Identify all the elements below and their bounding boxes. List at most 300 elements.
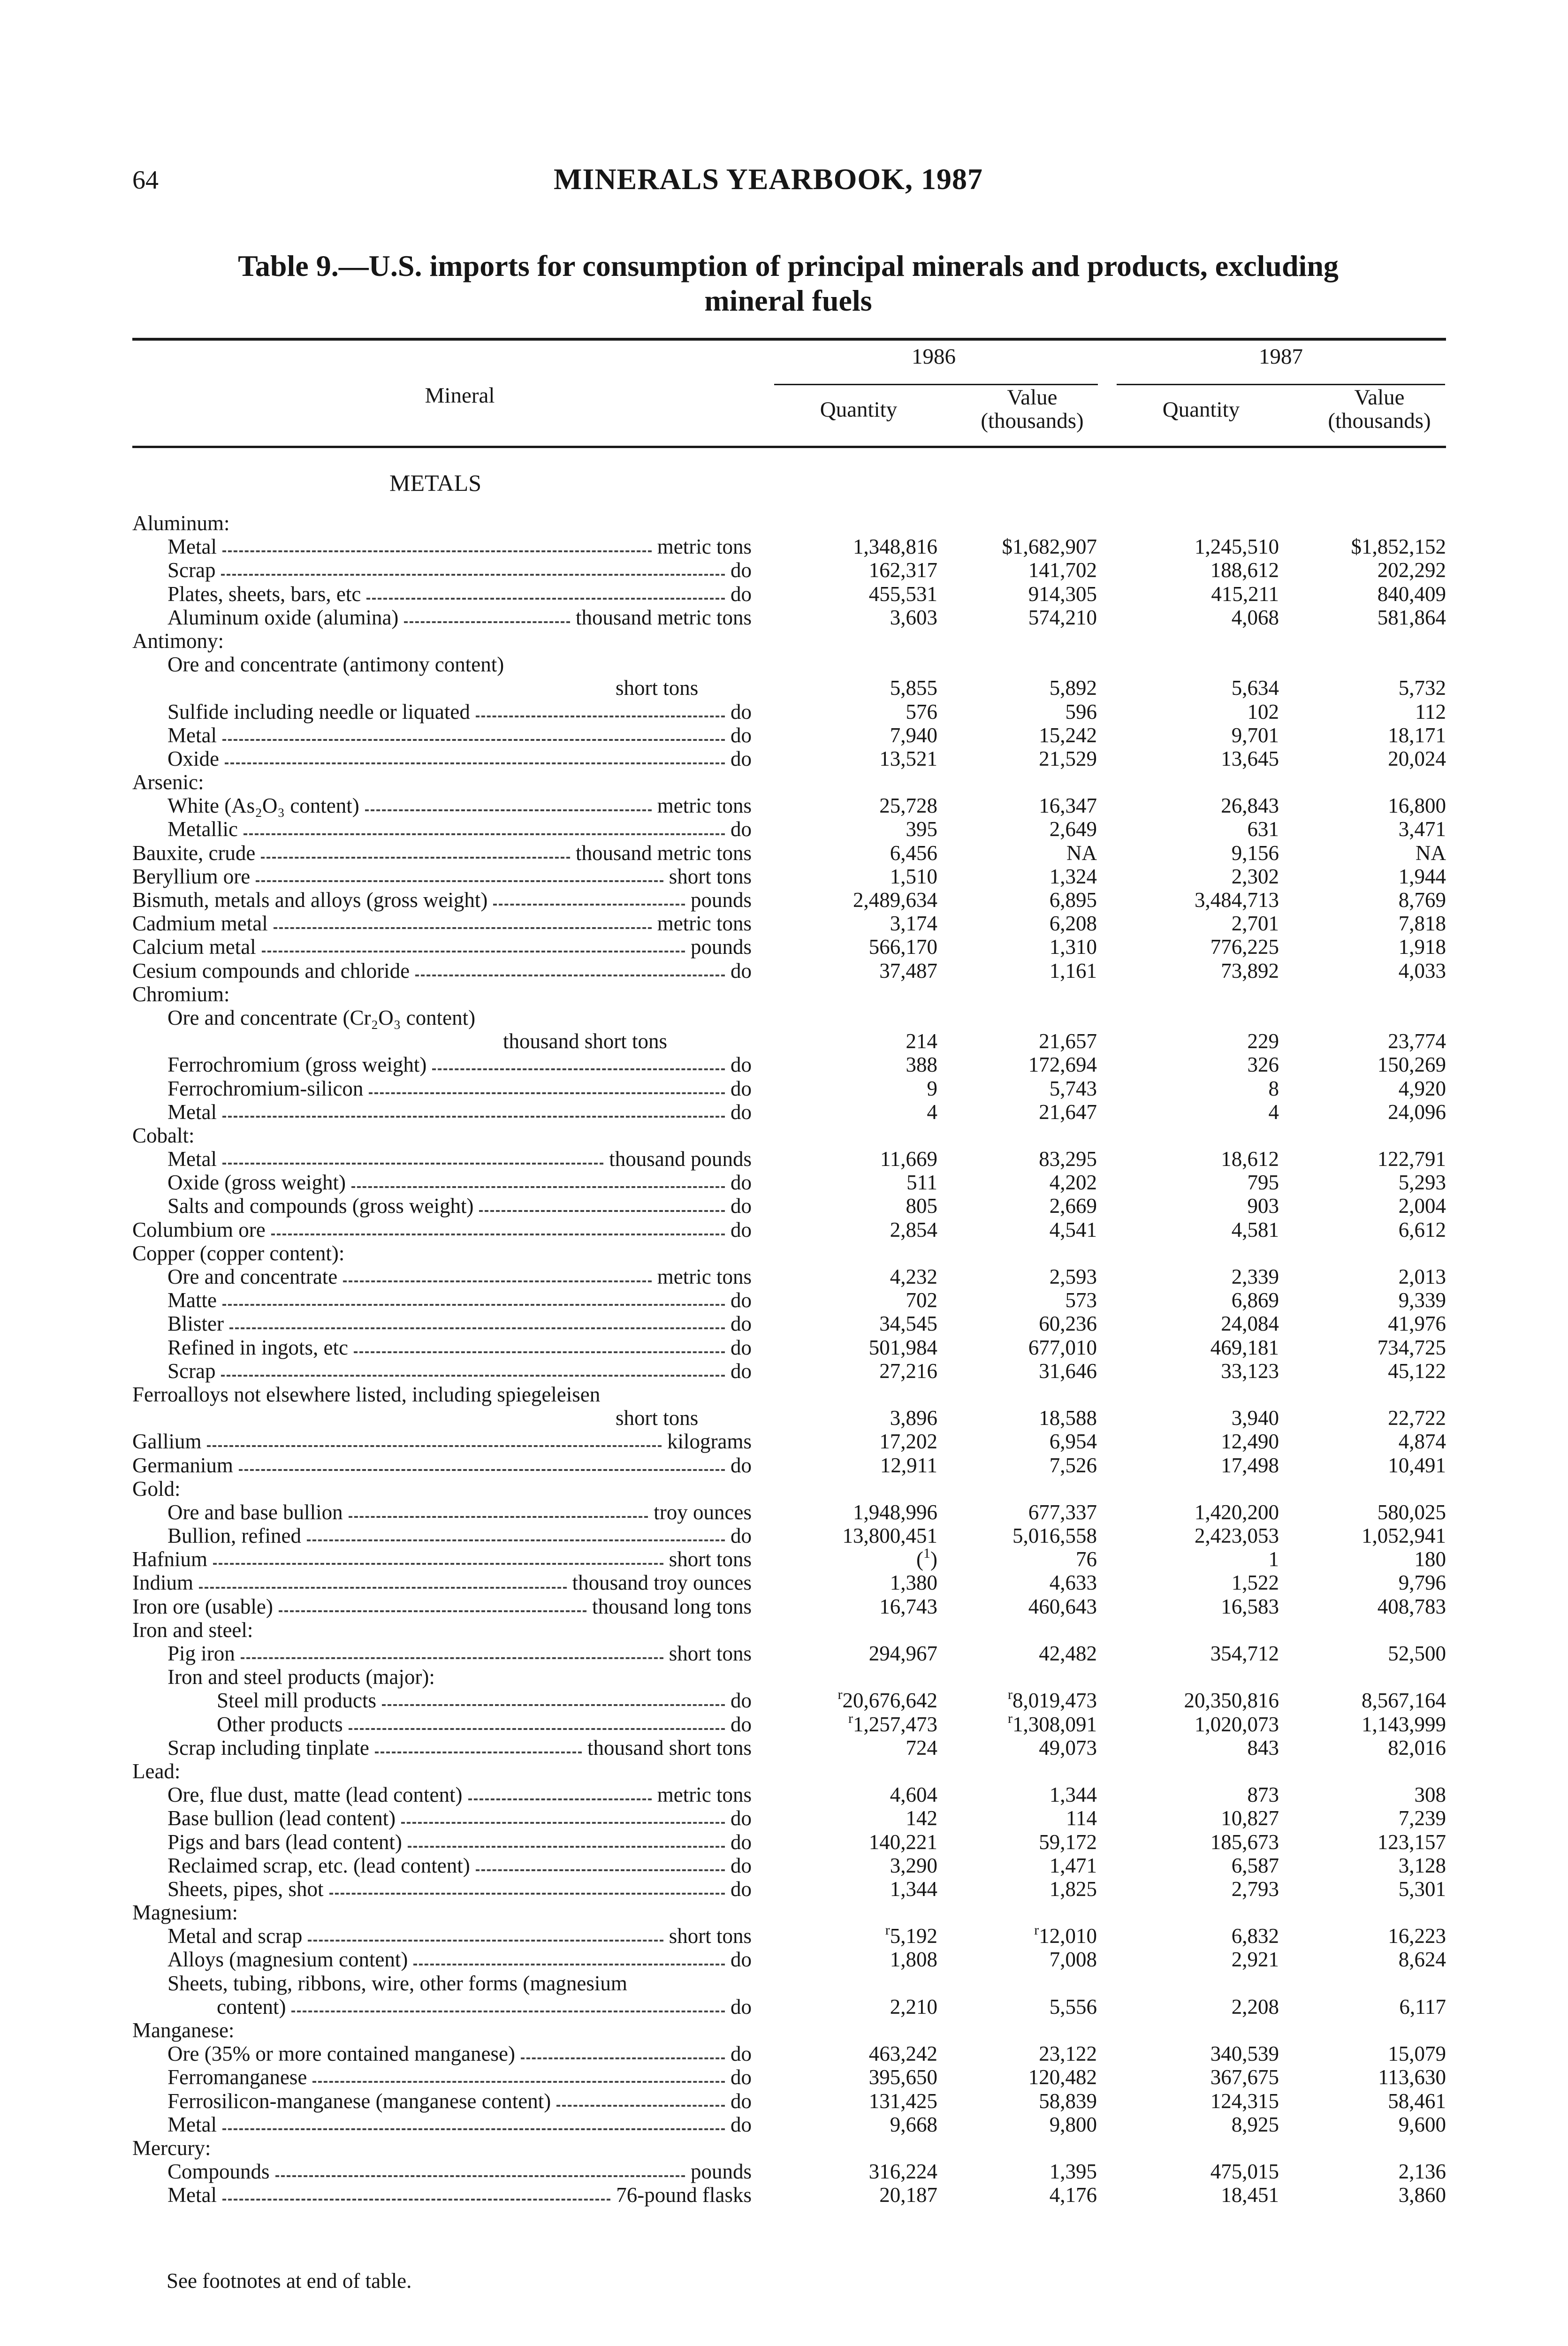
leader-dots [207,1445,662,1447]
row-label [132,2018,237,2042]
table-row [132,959,1446,983]
quantity-1987-cell: 26,843 [1221,794,1279,818]
value-1987-cell: 8,769 [1398,888,1446,912]
quantity-1986-cell: 9,668 [890,2112,937,2136]
quantity-1987-cell: 102 [1247,700,1279,724]
value-1986-cell: 7,008 [1049,1948,1097,1972]
row-label [132,511,233,535]
unit-label: kilograms [667,1430,752,1454]
quantity-1986-cell: 1,510 [890,864,937,888]
quantity-1986-cell: 463,242 [868,2042,937,2066]
table-row [132,1877,1446,1901]
mineral-name: Beryllium ore [132,864,251,888]
row-label [132,983,233,1006]
value-1987-cell: 18,171 [1388,723,1446,747]
quantity-1986-cell: 13,800,451 [842,1524,937,1548]
row-label [167,2042,752,2065]
leader-dots [329,1893,725,1895]
unit-label: pounds [690,888,752,912]
row-label [167,747,752,770]
value-1987-cell: 23,774 [1388,1029,1446,1053]
mineral-name: Gold: [132,1477,181,1501]
mineral-name: Ferrochromium-silicon [167,1076,364,1100]
row-label [132,1595,752,1618]
quantity-1987-cell: 124,315 [1210,2089,1279,2113]
quantity-1987-cell: 73,892 [1221,959,1279,983]
leader-dots [222,550,652,552]
row-label [167,1854,752,1877]
mineral-name: Metal [167,723,217,747]
value-label: Value [1007,385,1058,410]
row-label [132,888,752,912]
mineral-name: Ore and concentrate [167,1265,338,1288]
table-row [132,1242,1446,1265]
quantity-1986-cell: 162,317 [868,558,937,582]
unit-label: thousand short tons [587,1736,752,1760]
leader-dots [382,1704,725,1706]
quantity-1986-cell: 511 [906,1171,937,1195]
mineral-name: Magnesium: [132,1901,238,1925]
table-row [132,2113,1446,2136]
quantity-1987-cell: 795 [1247,1171,1279,1195]
table-row [132,1194,1446,1218]
table-row [132,1760,1446,1783]
table-row [132,1430,1446,1453]
quantity-1986-cell: 20,187 [879,2183,937,2207]
value-1987-cell: 734,725 [1377,1335,1446,1359]
mineral-name: Metallic [167,817,238,841]
value-1987-cell: 20,024 [1388,746,1446,770]
quantity-1986-cell: 455,531 [868,582,937,606]
row-label [167,606,752,629]
unit-label: thousand metric tons [576,605,752,629]
unit-label: thousand metric tons [576,841,752,865]
quantity-1987-cell: 4,581 [1231,1218,1279,1242]
quantity-1987-cell: 4 [1268,1100,1279,1124]
quantity-1987-cell: 2,339 [1231,1265,1279,1288]
table-row [132,1571,1446,1594]
value-1987-cell: 8,624 [1398,1948,1446,1972]
leader-dots [222,2199,610,2201]
value-1987-cell: 58,461 [1388,2089,1446,2113]
quantity-1986-cell: 805 [906,1194,937,1218]
unit-label: short tons [669,1547,752,1571]
mineral-name: Copper (copper content): [132,1241,345,1265]
quantity-1987-cell: 2,208 [1231,1995,1279,2018]
mineral-name: Sheets, pipes, shot [167,1877,324,1901]
table-row [132,1710,1446,1736]
row-label [132,1618,256,1642]
unit-label: do [731,1877,752,1901]
unit-label: do [731,1712,752,1736]
quantity-1987-cell: 873 [1247,1783,1279,1807]
running-head: MINERALS YEARBOOK, 1987 [554,162,983,196]
unit-label: do [731,1218,752,1242]
quantity-1987-cell: 24,084 [1221,1312,1279,1336]
value-1987-cell: 82,016 [1388,1736,1446,1760]
quantity-1987-cell: 20,350,816 [1184,1689,1279,1713]
quantity-1987-cell: 1,020,073 [1195,1712,1279,1736]
quantity-1987-cell: 185,673 [1210,1830,1279,1854]
value-1986-cell: 6,954 [1049,1430,1097,1454]
mineral-name: Ore and base bullion [167,1500,343,1524]
value-1986-cell: 1,324 [1049,864,1097,888]
leader-dots [365,809,652,811]
quantity-1986-cell: 131,425 [868,2089,937,2113]
value-1986-cell: 2,593 [1049,1265,1097,1288]
table-row [132,983,1446,1006]
mineral-name: Hafnium [132,1547,207,1571]
row-label [167,1806,752,1830]
unit-label: do [731,1830,752,1854]
table-row [132,2183,1446,2207]
value-1986-cell: 120,482 [1028,2065,1097,2089]
value-1987-cell: 112 [1415,700,1446,724]
quantity-1986-cell: 1,948,996 [853,1500,937,1524]
mineral-name: Cesium compounds and chloride [132,959,410,983]
value-1987-cell: 16,800 [1388,794,1446,818]
value-1986-cell: 21,657 [1039,1029,1097,1053]
mineral-name: Scrap [167,1359,216,1383]
table-row [132,676,1446,700]
value-1986-cell: 21,647 [1039,1100,1097,1124]
unit-label: short tons [669,1642,752,1665]
value-1987-cell: 5,732 [1398,676,1446,700]
mineral-name: White (As₂O₃ content) [167,794,359,818]
mineral-name: Manganese: [132,2018,235,2042]
table-row [132,1830,1446,1854]
table-row [132,558,1446,582]
table-row [132,2136,1446,2160]
mineral-name: Calcium metal [132,935,256,959]
unit-label: do [731,1288,752,1312]
value-1986-cell: 1,471 [1049,1853,1097,1877]
table-row [132,1547,1446,1571]
mineral-name: Ferromanganese [167,2065,307,2089]
value-1986-cell: 5,892 [1049,676,1097,700]
quantity-1987-cell: 188,612 [1210,558,1279,582]
value-1986-cell: 31,646 [1039,1359,1097,1383]
mineral-name: Compounds [167,2160,270,2184]
table-row [132,1006,1446,1029]
value-1986-cell: 172,694 [1028,1053,1097,1077]
section-heading-metals: METALS [389,470,481,496]
unit-label: do [731,1453,752,1477]
row-label [217,1689,752,1712]
leader-dots [369,1092,725,1094]
leader-dots [476,716,725,717]
unit-label: metric tons [657,535,752,559]
quantity-1986-cell: 566,170 [868,935,937,959]
mineral-name: Mercury: [132,2136,211,2160]
value-1986-cell: 1,310 [1049,935,1097,959]
unit-label: do [731,1194,752,1218]
page-number: 64 [132,166,159,195]
value-1986-cell: 58,839 [1039,2089,1097,2113]
quantity-1987-cell: 18,612 [1221,1147,1279,1171]
value-1987-cell: 580,025 [1377,1500,1446,1524]
leader-dots [241,1657,663,1659]
mineral-name: Ferrochromium (gross weight) [167,1053,427,1077]
leader-dots [222,1163,603,1165]
leader-dots [274,927,652,929]
row-label [132,841,752,865]
row-label [167,1288,752,1312]
value-1986-cell: 6,895 [1049,888,1097,912]
mineral-name: Iron ore (usable) [132,1594,273,1618]
quantity-1986-cell: 388 [906,1053,937,1077]
leader-dots [222,1304,725,1306]
value-1987-cell: 9,600 [1398,2112,1446,2136]
quantity-1986-cell: 34,545 [879,1312,937,1336]
leader-dots [375,1752,582,1753]
quantity-1987-cell: 13,645 [1221,746,1279,770]
quantity-1986-cell: 16,743 [879,1594,937,1618]
table-row [132,1806,1446,1830]
quantity-1986-cell: 2,854 [890,1218,937,1242]
value-1986-cell: 573 [1065,1288,1097,1312]
mineral-name: Bismuth, metals and alloys (gross weight) [132,888,488,912]
quantity-1986-cell: 395,650 [868,2065,937,2089]
quantity-1986-cell: 6,456 [890,841,937,865]
quantity-1987-cell: 6,869 [1231,1288,1279,1312]
value-1987-cell: 41,976 [1388,1312,1446,1336]
leader-dots [476,1869,725,1871]
table-row [132,2018,1446,2042]
value-1986-cell: 2,649 [1049,817,1097,841]
row-label [132,912,752,935]
quantity-1987-cell: 1,522 [1231,1571,1279,1595]
leader-dots [343,1280,651,1282]
value-1987-cell: 840,409 [1377,582,1446,606]
quantity-1986-cell: $^r$5,192 [885,1922,937,1948]
quantity-1987-cell: 340,539 [1210,2042,1279,2066]
unit-label: thousand pounds [609,1147,752,1171]
quantity-1987-cell: 8,925 [1231,2112,1279,2136]
quantity-1986-cell: 3,174 [890,912,937,936]
mineral-name: thousand short tons [503,1029,668,1053]
value-1986-cell: 4,541 [1049,1218,1097,1242]
mineral-name: Alloys (magnesium content) [167,1948,408,1972]
quantity-1987-cell: 2,302 [1231,864,1279,888]
mineral-name: Pigs and bars (lead content) [167,1830,402,1854]
unit-label: do [731,1335,752,1359]
leader-dots [493,904,685,906]
value-1986-cell: 914,305 [1028,582,1097,606]
table-row [132,1477,1446,1501]
row-label [167,2065,752,2089]
leader-dots [261,857,570,859]
table-row [132,2089,1446,2113]
table-title-line-2: mineral fuels [704,284,872,317]
row-label [167,1194,752,1218]
unit-label: pounds [690,935,752,959]
value-1987-cell: 408,783 [1377,1594,1446,1618]
row-label [167,558,752,582]
mineral-name: Oxide [167,746,219,770]
leader-dots [349,1728,725,1730]
value-1987-cell: 113,630 [1378,2065,1446,2089]
mineral-name: Ore (35% or more contained manganese) [167,2042,515,2066]
row-label [167,724,752,747]
row-label [616,676,701,700]
mineral-name: short tons [616,676,699,700]
quantity-1987-cell: 9,701 [1231,723,1279,747]
value-1987-cell: 2,013 [1398,1265,1446,1288]
row-label [167,1830,752,1854]
quantity-1986-cell: 2,489,634 [853,888,937,912]
row-label [217,1995,752,2018]
col-header-quantity-1987: Quantity [1162,397,1240,422]
quantity-1986-cell: 294,967 [868,1642,937,1665]
value-1987-cell: 7,818 [1398,912,1446,936]
leader-dots [225,762,725,764]
quantity-1987-cell: 415,211 [1211,582,1279,606]
leader-dots [275,2175,685,2177]
table-row [132,794,1446,817]
unit-label: do [731,1524,752,1548]
value-1987-cell: 4,920 [1398,1076,1446,1100]
unit-label: metric tons [657,912,752,936]
mineral-name: Other products [217,1712,343,1736]
value-1986-cell: 9,800 [1049,2112,1097,2136]
quantity-1986-cell: $^r$1,257,473 [848,1710,937,1736]
table-row [132,1972,1446,1995]
row-label [167,1171,752,1194]
quantity-1986-cell: 316,224 [868,2160,937,2184]
mineral-name: Iron and steel products (major): [167,1665,435,1689]
leader-dots [221,1375,725,1377]
quantity-1986-cell: 4,604 [890,1783,937,1807]
unit-label: do [731,558,752,582]
mineral-name: Metal and scrap [167,1924,303,1948]
value-1987-cell: 24,096 [1388,1100,1446,1124]
col-header-year-1987: 1987 [1259,344,1303,369]
value-1987-cell: 4,874 [1398,1430,1446,1454]
table-row [132,912,1446,935]
row-label [167,653,507,676]
mineral-name: Metal [167,1100,217,1124]
value-1987-cell: 2,004 [1398,1194,1446,1218]
value-1986-cell: 1,344 [1049,1783,1097,1807]
quantity-1986-cell: 5,855 [890,676,937,700]
row-label [132,1430,752,1453]
row-label [616,1406,701,1430]
value-1987-cell: 2,136 [1398,2160,1446,2184]
quantity-1987-cell: 903 [1247,1194,1279,1218]
quantity-1987-cell: 354,712 [1210,1642,1279,1665]
unit-label: do [731,582,752,606]
value-1987-cell: 5,293 [1398,1171,1446,1195]
value-1987-cell: 123,157 [1377,1830,1446,1854]
row-label [167,1053,752,1076]
leader-dots [199,1587,567,1589]
value-1986-cell: 1,161 [1049,959,1097,983]
value-1986-cell: 6,208 [1049,912,1097,936]
col-header-mineral: Mineral [425,383,495,408]
quantity-1987-cell: 6,587 [1231,1853,1279,1877]
row-label [132,1901,241,1924]
mineral-name: Arsenic: [132,770,204,794]
table-row [132,841,1446,865]
value-1987-cell: 150,269 [1377,1053,1446,1077]
quantity-1987-cell: 475,015 [1210,2160,1279,2184]
quantity-1987-cell: 776,225 [1210,935,1279,959]
table-row [132,1053,1446,1076]
value-1986-cell: NA [1066,841,1097,865]
mineral-name: Ferroalloys not elsewhere listed, including spiegeleisen [132,1382,601,1406]
leader-dots [312,2081,725,2083]
unit-label: do [731,1853,752,1877]
row-label [217,1713,752,1736]
footnote-reference: See footnotes at end of table. [167,2269,412,2293]
unit-label: do [731,1806,752,1830]
unit-label: do [731,2112,752,2136]
leader-dots [349,1516,648,1518]
unit-label: troy ounces [654,1500,752,1524]
table-row [132,1336,1446,1359]
value-1987-cell: 3,471 [1398,817,1446,841]
row-label [167,1924,752,1948]
row-label [167,1147,752,1171]
quantity-1987-cell: 3,484,713 [1195,888,1279,912]
leader-dots [366,598,725,600]
row-label [503,1029,670,1053]
quantity-1987-cell: 5,634 [1231,676,1279,700]
row-label [167,1736,752,1760]
mineral-name: Ore and concentrate (antimony content) [167,653,504,677]
leader-dots [415,975,725,976]
table-row [132,1171,1446,1194]
quantity-1986-cell: 3,896 [890,1406,937,1430]
leader-dots [279,1610,586,1612]
quantity-1987-cell: 469,181 [1210,1335,1279,1359]
row-label [167,535,752,558]
table-row [132,724,1446,747]
quantity-1986-cell: 13,521 [879,746,937,770]
value-1986-cell: 141,702 [1028,558,1097,582]
table-row [132,606,1446,629]
row-label [167,1501,752,1524]
quantity-1986-cell: 395 [906,817,937,841]
value-1987-cell: 5,301 [1398,1877,1446,1901]
table-row [132,1501,1446,1524]
row-label [167,2160,752,2183]
row-label [167,1100,752,1124]
value-1986-cell: 677,010 [1028,1335,1097,1359]
table-row [132,817,1446,841]
unit-label: do [731,1076,752,1100]
mineral-name: Oxide (gross weight) [167,1171,346,1195]
table-row [132,582,1446,606]
value-1987-cell: 1,143,999 [1362,1712,1446,1736]
col-header-value-1987 [1309,386,1450,433]
mineral-name: Salts and compounds (gross weight) [167,1194,474,1218]
table-row [132,535,1446,558]
value-1987-cell: 8,567,164 [1362,1689,1446,1713]
mineral-name: Steel mill products [217,1689,376,1713]
leader-dots [222,1116,725,1118]
table-row [132,888,1446,912]
table-row [132,1077,1446,1100]
row-label [167,1524,752,1547]
table-row [132,1995,1446,2018]
value-1986-cell: $^r$8,019,473 [1008,1687,1097,1713]
row-label [132,1124,198,1147]
unit-label: do [731,817,752,841]
value-1987-cell: 1,918 [1398,935,1446,959]
mineral-name: Blister [167,1312,224,1336]
